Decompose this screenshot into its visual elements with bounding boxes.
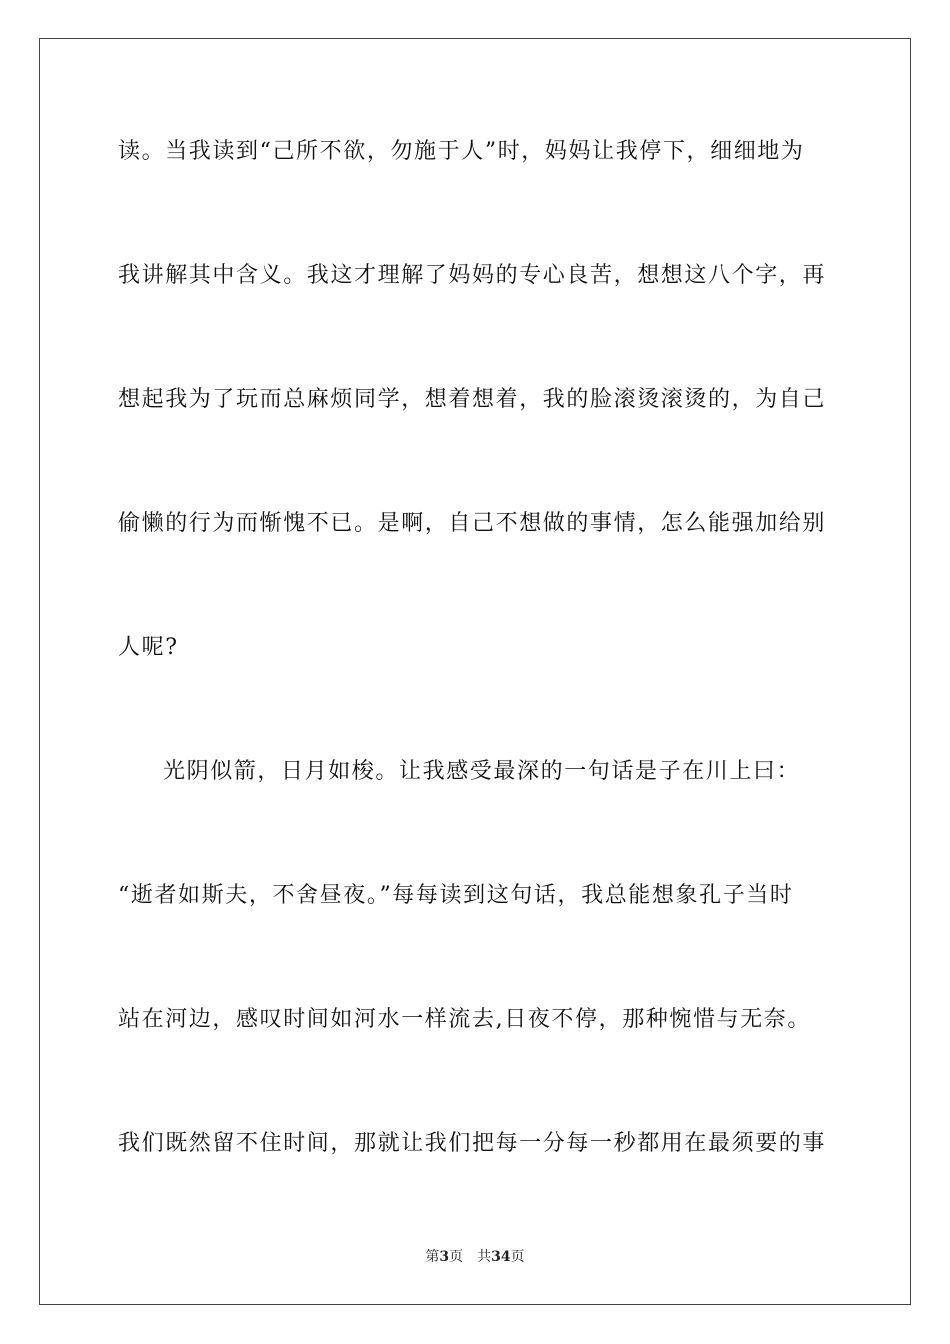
paragraph-line-7: “逝者如斯夫，不舍昼夜。”每每读到这句话，我总能想象孔子当时: [118, 883, 794, 908]
page-prefix: 第: [425, 1249, 440, 1265]
paragraph-line-6: 光阴似箭，日月如梭。让我感受最深的一句话是子在川上曰：: [163, 759, 801, 784]
page-suffix: 页: [449, 1249, 464, 1265]
paragraph-line-2: 我讲解其中含义。我这才理解了妈妈的专心良苦，想想这八个字，再: [118, 263, 827, 288]
total-suffix: 页: [510, 1249, 525, 1265]
paragraph-line-3: 想起我为了玩而总麻烦同学，想着想着，我的脸滚烫滚烫的，为自己: [118, 387, 827, 412]
paragraph-line-4: 偷懒的行为而惭愧不已。是啊，自己不想做的事情，怎么能强加给别: [118, 511, 827, 536]
paragraph-line-9: 我们既然留不住时间，那就让我们把每一分每一秒都用在最须要的事: [118, 1131, 827, 1156]
paragraph-line-5: 人呢?: [118, 635, 179, 660]
paragraph-line-1: 读。当我读到“己所不欲，勿施于人”时，妈妈让我停下，细细地为: [118, 139, 805, 164]
paragraph-line-8: 站在河边，感叹时间如河水一样流去,日夜不停，那种惋惜与无奈。: [118, 1007, 811, 1032]
total-pages: 34: [491, 1249, 511, 1265]
total-prefix: 共: [477, 1249, 492, 1265]
page-footer: [0, 1247, 950, 1267]
page-border: [39, 38, 911, 1305]
page-number: 3: [439, 1249, 450, 1265]
